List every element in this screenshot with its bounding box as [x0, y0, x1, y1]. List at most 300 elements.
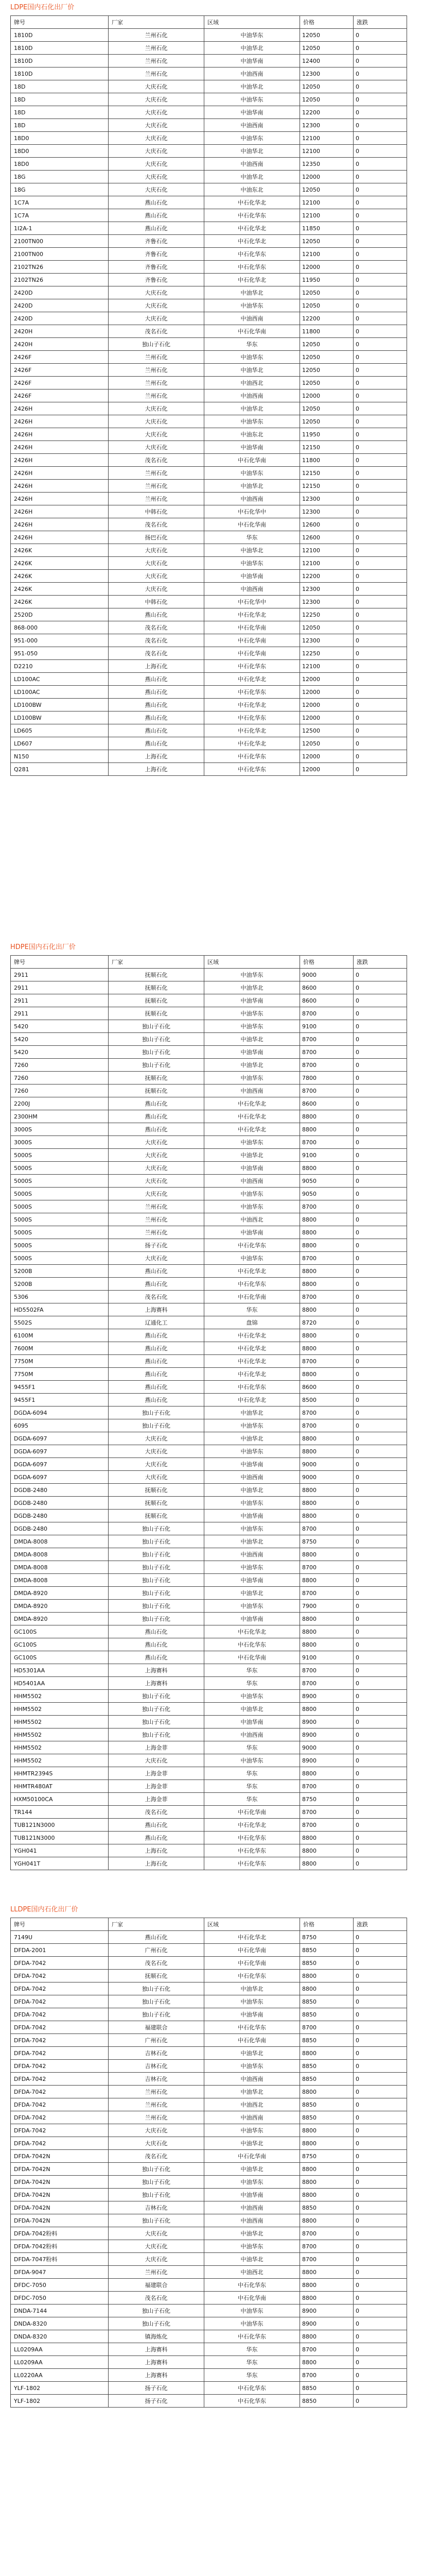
cell-region: 中油华东: [204, 2176, 300, 2189]
cell-producer: 燕山石化: [109, 699, 204, 711]
cell-producer: 茂名石化: [109, 1957, 204, 1970]
cell-region: 中油华北: [204, 544, 300, 557]
cell-chg: 0: [354, 2008, 407, 2021]
cell-producer: 燕山石化: [109, 1097, 204, 1110]
table-row: [11, 2253, 407, 2266]
table-row: [11, 2317, 407, 2330]
cell-producer: 上海金菲: [109, 1780, 204, 1793]
cell-grade: 2102TN26: [11, 261, 109, 274]
cell-region: 中油西南: [204, 1548, 300, 1561]
cell-grade: DGDB-2480: [11, 1510, 109, 1522]
table-row: [11, 2111, 407, 2124]
table-row: [11, 132, 407, 145]
cell-region: 中油华东: [204, 1020, 300, 1033]
cell-price: 8900: [300, 1754, 354, 1767]
cell-producer: 齐鲁石化: [109, 274, 204, 286]
cell-price: 8500: [300, 1394, 354, 1406]
cell-chg: 0: [354, 2176, 407, 2189]
cell-producer: 独山子石化: [109, 2304, 204, 2317]
cell-chg: 0: [354, 1819, 407, 1832]
cell-chg: 0: [354, 2189, 407, 2201]
cell-chg: 0: [354, 1291, 407, 1303]
cell-price: 8800: [300, 1239, 354, 1252]
cell-producer: 大庆石化: [109, 583, 204, 596]
table-row: [11, 1664, 407, 1677]
cell-grade: 2911: [11, 981, 109, 994]
cell-producer: 独山子石化: [109, 1548, 204, 1561]
table-row: [11, 647, 407, 660]
table-row: [11, 2008, 407, 2021]
table-row: [11, 1651, 407, 1664]
cell-producer: 燕山石化: [109, 686, 204, 699]
cell-producer: 大庆石化: [109, 1754, 204, 1767]
column-header-chg: 涨跌: [354, 956, 407, 969]
table-row: [11, 1303, 407, 1316]
cell-producer: 上海石化: [109, 750, 204, 763]
cell-grade: 3000S: [11, 1136, 109, 1149]
cell-chg: 0: [354, 1072, 407, 1084]
cell-region: 中油华北: [204, 1587, 300, 1600]
cell-chg: 0: [354, 2343, 407, 2356]
cell-producer: 上海石化: [109, 660, 204, 673]
table-row: [11, 1381, 407, 1394]
cell-region: 中油华北: [204, 1703, 300, 1716]
cell-chg: 0: [354, 1574, 407, 1587]
cell-grade: DFDA-7042: [11, 1982, 109, 1995]
cell-region: 中石化华中: [204, 596, 300, 608]
cell-producer: 独山子石化: [109, 1587, 204, 1600]
cell-price: 8800: [300, 2330, 354, 2343]
cell-producer: 扬子石化: [109, 1239, 204, 1252]
cell-producer: 大庆石化: [109, 441, 204, 454]
cell-producer: 独山子石化: [109, 2008, 204, 2021]
cell-chg: 0: [354, 1316, 407, 1329]
cell-grade: DMDA-8920: [11, 1600, 109, 1613]
cell-grade: HXM50100CA: [11, 1793, 109, 1806]
cell-chg: 0: [354, 222, 407, 235]
cell-grade: 2420D: [11, 299, 109, 312]
column-header-region: 区域: [204, 956, 300, 969]
cell-price: 8850: [300, 2382, 354, 2395]
section-title: LLDPE国内石化出厂价: [10, 1906, 78, 1913]
cell-price: 9000: [300, 1741, 354, 1754]
cell-price: 8800: [300, 1844, 354, 1857]
table-row: [11, 441, 407, 454]
table-row: [11, 1944, 407, 1957]
cell-grade: 5200B: [11, 1278, 109, 1291]
cell-chg: 0: [354, 1613, 407, 1625]
cell-chg: 0: [354, 2073, 407, 2086]
cell-producer: 燕山石化: [109, 196, 204, 209]
cell-chg: 0: [354, 1677, 407, 1690]
cell-region: 中油华北: [204, 2253, 300, 2266]
cell-price: 8700: [300, 2343, 354, 2356]
table-row: [11, 209, 407, 222]
cell-chg: 0: [354, 261, 407, 274]
cell-chg: 0: [354, 299, 407, 312]
table-row: [11, 724, 407, 737]
cell-price: 8800: [300, 1342, 354, 1355]
cell-chg: 0: [354, 686, 407, 699]
cell-price: 8800: [300, 2292, 354, 2304]
cell-chg: 0: [354, 42, 407, 55]
cell-price: 8850: [300, 2073, 354, 2086]
table-row: [11, 1110, 407, 1123]
cell-region: 中石化华东: [204, 1857, 300, 1870]
cell-grade: LL0209AA: [11, 2356, 109, 2369]
cell-region: 中油华北: [204, 1982, 300, 1995]
cell-region: 中油华南: [204, 106, 300, 119]
cell-chg: 0: [354, 377, 407, 389]
cell-region: 中油华东: [204, 557, 300, 570]
cell-price: 12250: [300, 647, 354, 660]
cell-chg: 0: [354, 132, 407, 145]
cell-grade: 2420D: [11, 286, 109, 299]
cell-price: 12250: [300, 608, 354, 621]
cell-price: 12500: [300, 724, 354, 737]
cell-grade: LD100BW: [11, 699, 109, 711]
cell-region: 中石化华南: [204, 454, 300, 467]
cell-producer: 抚顺石化: [109, 1510, 204, 1522]
cell-grade: 7260: [11, 1072, 109, 1084]
cell-region: 中石化华东: [204, 2382, 300, 2395]
table-row: [11, 1982, 407, 1995]
cell-producer: 燕山石化: [109, 673, 204, 686]
table-row: [11, 1548, 407, 1561]
table-row: [11, 1561, 407, 1574]
cell-producer: 齐鲁石化: [109, 261, 204, 274]
cell-producer: 大庆石化: [109, 570, 204, 583]
cell-producer: 独山子石化: [109, 1033, 204, 1046]
cell-price: 9050: [300, 1175, 354, 1188]
cell-price: 8800: [300, 2356, 354, 2369]
cell-producer: 独山子石化: [109, 1020, 204, 1033]
cell-price: 8800: [300, 2176, 354, 2189]
cell-price: 8600: [300, 981, 354, 994]
cell-region: 中油西南: [204, 2111, 300, 2124]
cell-grade: 951-000: [11, 634, 109, 647]
cell-region: 中石化华南: [204, 518, 300, 531]
cell-grade: DFDA-7042N: [11, 2163, 109, 2176]
cell-price: 7900: [300, 1600, 354, 1613]
cell-chg: 0: [354, 145, 407, 158]
cell-chg: 0: [354, 286, 407, 299]
cell-chg: 0: [354, 1419, 407, 1432]
cell-producer: 大庆石化: [109, 1188, 204, 1200]
cell-price: 12050: [300, 183, 354, 196]
cell-region: 中油华南: [204, 994, 300, 1007]
cell-grade: 2426H: [11, 441, 109, 454]
cell-grade: YGH041: [11, 1844, 109, 1857]
cell-producer: 福建联合: [109, 2279, 204, 2292]
table-row: [11, 1033, 407, 1046]
cell-producer: 兰州石化: [109, 467, 204, 480]
cell-producer: 抚顺石化: [109, 1970, 204, 1982]
cell-chg: 0: [354, 1587, 407, 1600]
cell-chg: 0: [354, 1484, 407, 1497]
table-header-row: [11, 16, 407, 29]
cell-grade: 5306: [11, 1291, 109, 1303]
table-row: [11, 505, 407, 518]
cell-region: 中石化华东: [204, 1239, 300, 1252]
column-header-producer: 厂家: [109, 1918, 204, 1931]
cell-price: 8850: [300, 2008, 354, 2021]
cell-price: 8750: [300, 1535, 354, 1548]
table-row: [11, 377, 407, 389]
cell-chg: 0: [354, 338, 407, 351]
cell-chg: 0: [354, 750, 407, 763]
cell-producer: 茂名石化: [109, 621, 204, 634]
cell-price: 9100: [300, 1020, 354, 1033]
cell-grade: 2426K: [11, 596, 109, 608]
cell-chg: 0: [354, 351, 407, 364]
cell-price: 8700: [300, 1033, 354, 1046]
table-row: [11, 2356, 407, 2369]
cell-price: 8800: [300, 2047, 354, 2060]
cell-producer: 燕山石化: [109, 1329, 204, 1342]
cell-region: 中石化华南: [204, 647, 300, 660]
cell-grade: DMDA-8008: [11, 1548, 109, 1561]
cell-chg: 0: [354, 1303, 407, 1316]
cell-producer: 中韩石化: [109, 596, 204, 608]
cell-grade: LL0220AA: [11, 2369, 109, 2382]
cell-grade: 5000S: [11, 1162, 109, 1175]
table-row: [11, 29, 407, 42]
table-row: [11, 2021, 407, 2034]
cell-price: 12000: [300, 699, 354, 711]
table-row: [11, 1510, 407, 1522]
cell-price: 8600: [300, 1097, 354, 1110]
cell-chg: 0: [354, 994, 407, 1007]
cell-price: 12100: [300, 132, 354, 145]
cell-price: 8900: [300, 2317, 354, 2330]
cell-region: 中石化华东: [204, 750, 300, 763]
cell-grade: 1810D: [11, 42, 109, 55]
cell-price: 8720: [300, 1316, 354, 1329]
cell-grade: 1C7A: [11, 196, 109, 209]
cell-grade: 7600M: [11, 1342, 109, 1355]
cell-region: 中石化华北: [204, 699, 300, 711]
cell-price: 12100: [300, 196, 354, 209]
table-row: [11, 570, 407, 583]
cell-grade: 5000S: [11, 1213, 109, 1226]
cell-price: 12400: [300, 55, 354, 67]
table-row: [11, 480, 407, 493]
cell-region: 中油华东: [204, 2060, 300, 2073]
table-row: [11, 248, 407, 261]
cell-grade: 5000S: [11, 1252, 109, 1265]
cell-grade: DFDA-7042N: [11, 2201, 109, 2214]
cell-grade: 2426H: [11, 454, 109, 467]
cell-producer: 茂名石化: [109, 518, 204, 531]
table-row: [11, 1432, 407, 1445]
cell-producer: 大庆石化: [109, 557, 204, 570]
cell-region: 中石化华南: [204, 1651, 300, 1664]
cell-chg: 0: [354, 2111, 407, 2124]
cell-producer: 上海赛科: [109, 1677, 204, 1690]
column-header-region: 区域: [204, 1918, 300, 1931]
cell-region: 中油华北: [204, 286, 300, 299]
cell-producer: 独山子石化: [109, 338, 204, 351]
cell-grade: HD5301AA: [11, 1664, 109, 1677]
cell-chg: 0: [354, 1355, 407, 1368]
cell-grade: 2426F: [11, 351, 109, 364]
cell-chg: 0: [354, 1059, 407, 1072]
cell-grade: 9455F1: [11, 1394, 109, 1406]
cell-grade: 5000S: [11, 1226, 109, 1239]
cell-producer: 兰州石化: [109, 2111, 204, 2124]
cell-grade: YLF-1802: [11, 2382, 109, 2395]
cell-price: 8700: [300, 1677, 354, 1690]
cell-grade: 18G: [11, 183, 109, 196]
cell-price: 12050: [300, 235, 354, 248]
cell-price: 8800: [300, 1970, 354, 1982]
cell-chg: 0: [354, 505, 407, 518]
cell-region: 中石化华北: [204, 274, 300, 286]
cell-region: 中石化华东: [204, 711, 300, 724]
table-row: [11, 763, 407, 776]
cell-region: 中石化华南: [204, 2150, 300, 2163]
cell-region: 中油华东: [204, 351, 300, 364]
cell-price: 12000: [300, 171, 354, 183]
cell-grade: 18D: [11, 106, 109, 119]
column-header-chg: 涨跌: [354, 1918, 407, 1931]
cell-region: 中石化华北: [204, 724, 300, 737]
cell-chg: 0: [354, 389, 407, 402]
table-row: [11, 312, 407, 325]
table-row: [11, 1123, 407, 1136]
cell-region: 中油华北: [204, 80, 300, 93]
cell-price: 12000: [300, 750, 354, 763]
table-row: [11, 634, 407, 647]
cell-grade: 2200J: [11, 1097, 109, 1110]
table-row: [11, 454, 407, 467]
cell-price: 8750: [300, 1931, 354, 1944]
cell-grade: DFDA-7042N: [11, 2150, 109, 2163]
cell-producer: 燕山石化: [109, 737, 204, 750]
cell-chg: 0: [354, 1561, 407, 1574]
table-row: [11, 1690, 407, 1703]
cell-grade: DFDA-7047粉料: [11, 2253, 109, 2266]
cell-producer: 兰州石化: [109, 377, 204, 389]
cell-region: 中石化华北: [204, 1355, 300, 1368]
table-row: [11, 1754, 407, 1767]
cell-chg: 0: [354, 1970, 407, 1982]
cell-price: 8800: [300, 1265, 354, 1278]
cell-grade: DFDA-7042: [11, 2111, 109, 2124]
cell-grade: HHM5502: [11, 1716, 109, 1728]
cell-price: 12350: [300, 158, 354, 171]
cell-chg: 0: [354, 2292, 407, 2304]
cell-grade: YGH041T: [11, 1857, 109, 1870]
cell-price: 8800: [300, 1548, 354, 1561]
cell-producer: 独山子石化: [109, 1690, 204, 1703]
cell-producer: 抚顺石化: [109, 981, 204, 994]
cell-price: 12300: [300, 634, 354, 647]
cell-price: 12050: [300, 299, 354, 312]
cell-producer: 齐鲁石化: [109, 248, 204, 261]
cell-region: 中油华东: [204, 1419, 300, 1432]
cell-region: 中油华北: [204, 1484, 300, 1497]
cell-region: 中油华东: [204, 2240, 300, 2253]
cell-chg: 0: [354, 2266, 407, 2279]
cell-price: 12300: [300, 505, 354, 518]
table-row: [11, 1832, 407, 1844]
cell-price: 8900: [300, 1728, 354, 1741]
cell-producer: 大庆石化: [109, 2227, 204, 2240]
cell-region: 中油华东: [204, 1600, 300, 1613]
cell-grade: 2520D: [11, 608, 109, 621]
cell-chg: 0: [354, 1832, 407, 1844]
table-row: [11, 1995, 407, 2008]
table-row: [11, 1355, 407, 1368]
cell-region: 中油西南: [204, 1175, 300, 1188]
cell-chg: 0: [354, 454, 407, 467]
cell-price: 12050: [300, 737, 354, 750]
column-header-producer: 厂家: [109, 16, 204, 29]
cell-region: 中油华北: [204, 1432, 300, 1445]
cell-chg: 0: [354, 1716, 407, 1728]
cell-chg: 0: [354, 67, 407, 80]
cell-grade: 5000S: [11, 1149, 109, 1162]
cell-price: 8800: [300, 1123, 354, 1136]
cell-grade: HHMTR480AT: [11, 1780, 109, 1793]
cell-region: 中油华东: [204, 1072, 300, 1084]
cell-price: 12000: [300, 763, 354, 776]
cell-region: 中油华北: [204, 2137, 300, 2150]
cell-producer: 兰州石化: [109, 493, 204, 505]
cell-region: 中油华东: [204, 1007, 300, 1020]
cell-grade: GC100S: [11, 1638, 109, 1651]
cell-grade: LL0209AA: [11, 2343, 109, 2356]
table-row: [11, 1278, 407, 1291]
cell-price: 8800: [300, 1767, 354, 1780]
cell-price: 8800: [300, 1329, 354, 1342]
cell-chg: 0: [354, 1136, 407, 1149]
cell-grade: DFDA-7042: [11, 1970, 109, 1982]
price-table: [10, 1918, 407, 2408]
cell-producer: 燕山石化: [109, 1265, 204, 1278]
cell-chg: 0: [354, 1780, 407, 1793]
cell-producer: 大庆石化: [109, 119, 204, 132]
cell-chg: 0: [354, 274, 407, 286]
cell-producer: 独山子石化: [109, 1419, 204, 1432]
table-row: [11, 67, 407, 80]
cell-chg: 0: [354, 2279, 407, 2292]
cell-region: 中油西北: [204, 377, 300, 389]
cell-region: 中油华南: [204, 1458, 300, 1471]
cell-price: 8850: [300, 1957, 354, 1970]
cell-producer: 镇海炼化: [109, 2330, 204, 2343]
table-row: [11, 93, 407, 106]
cell-region: 中石化华东: [204, 1638, 300, 1651]
cell-price: 8800: [300, 1510, 354, 1522]
cell-chg: 0: [354, 660, 407, 673]
cell-grade: DFDA-7042: [11, 2008, 109, 2021]
cell-price: 8800: [300, 2163, 354, 2176]
cell-region: 中油西北: [204, 1213, 300, 1226]
cell-grade: 2426F: [11, 364, 109, 377]
cell-producer: 大庆石化: [109, 1136, 204, 1149]
cell-grade: 5420: [11, 1020, 109, 1033]
table-row: [11, 1471, 407, 1484]
cell-region: 中石化华北: [204, 608, 300, 621]
cell-chg: 0: [354, 55, 407, 67]
cell-producer: 燕山石化: [109, 608, 204, 621]
cell-producer: 独山子石化: [109, 1600, 204, 1613]
table-row: [11, 2086, 407, 2098]
cell-region: 华东: [204, 1767, 300, 1780]
